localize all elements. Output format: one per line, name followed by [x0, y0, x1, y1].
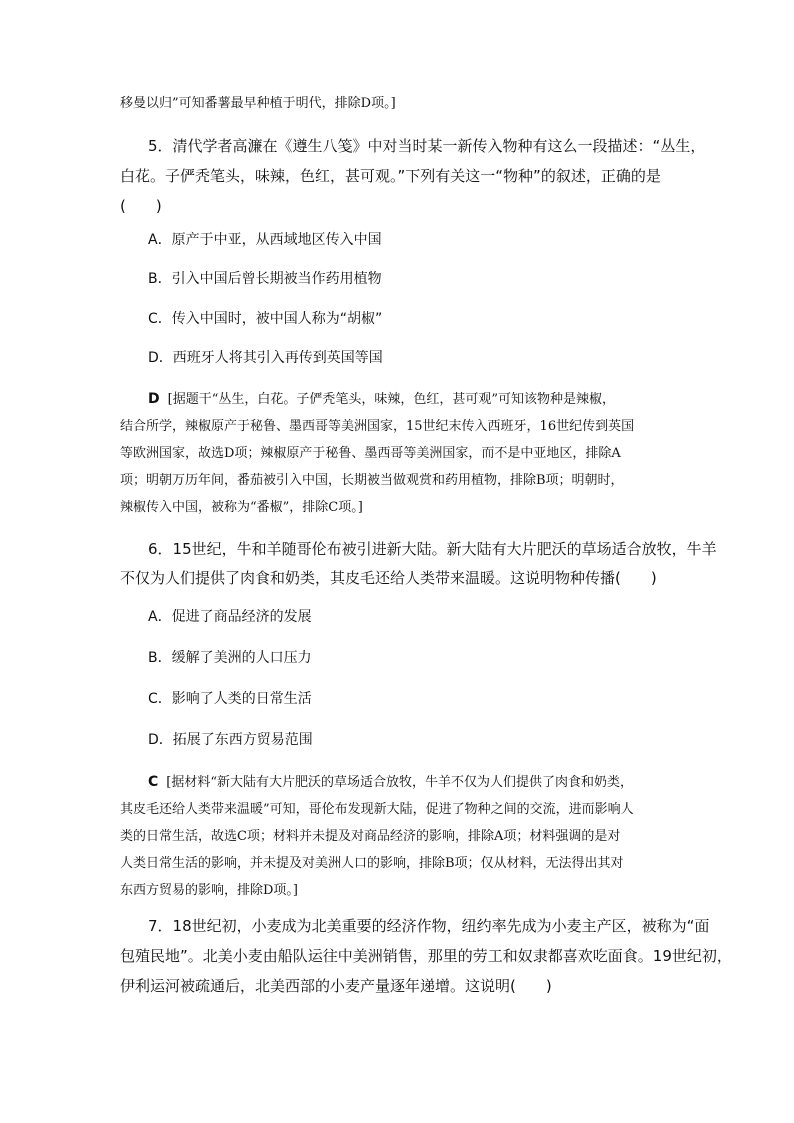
- explanation-line: [据题干“丛生，白花。子俨秃笔头，味辣，色红，甚可观”可知该物种是辣椒，: [167, 392, 615, 407]
- question-stem-line: 包殖民地”。北美小麦由船队运往中美洲销售，那里的劳工和奴隶都喜欢吃面食。19世纪初，: [120, 947, 732, 965]
- question-stem-line: 5．清代学者高濂在《遵生八笺》中对当时某一新传入物种有这么一段描述：“丛生，: [148, 137, 706, 155]
- question-7-stem: [120, 911, 732, 1001]
- question-6-option-a[interactable]: A．促进了商品经济的发展: [148, 609, 312, 625]
- explanation-line: 其皮毛还给人类带来温暖”可知，哥伦布发现新大陆，促进了物种之间的交流，进而影响人: [120, 802, 634, 817]
- question-5-option-b[interactable]: B．引入中国后曾长期被当作药用植物: [148, 271, 382, 287]
- question-5-explanation: [120, 386, 680, 521]
- explanation-line: 东西方贸易的影响，排除D项。]: [120, 883, 298, 898]
- explanation-line: 人类日常生活的影响，并未提及对美洲人口的影响，排除B项；仅从材料，无法得出其对: [120, 856, 624, 871]
- question-stem-line: 7．18世纪初，小麦成为北美重要的经济作物，纽约率先成为小麦主产区，被称为“面: [148, 917, 710, 935]
- question-6-option-d[interactable]: D．拓展了东西方贸易范围: [148, 732, 313, 748]
- explanation-line: 移曼以归”可知番薯最早种植于明代，排除D项。]: [120, 96, 396, 111]
- answer-letter: D: [148, 391, 160, 407]
- question-6-option-b[interactable]: B．缓解了美洲的人口压力: [148, 650, 312, 666]
- explanation-line: 等欧洲国家，故选D项；辣椒原产于秘鲁、墨西哥等美洲国家，而不是中亚地区，排除A: [120, 446, 621, 461]
- question-stem-line: 白花。子俨秃笔头，味辣，色红，甚可观。”下列有关这一“物种”的叙述，正确的是: [120, 167, 661, 185]
- question-6-explanation: [120, 769, 680, 904]
- question-stem-line: 伊利运河被疏通后，北美西部的小麦产量逐年递增。这说明( ): [120, 977, 552, 995]
- question-6-stem: [120, 535, 717, 593]
- explanation-line: 类的日常生活，故选C项；材料并未提及对商品经济的影响，排除A项；材料强调的是对: [120, 829, 621, 844]
- explanation-line: [据材料“新大陆有大片肥沃的草场适合放牧，牛羊不仅为人们提供了肉食和奶类，: [166, 775, 633, 790]
- explanation-line: 项；明朝万历年间，番茄被引入中国，长期被当做观赏和药用植物，排除B项；明朝时，: [120, 473, 624, 488]
- q4-explanation-tail: [120, 90, 680, 117]
- question-5-option-a[interactable]: A．原产于中亚，从西域地区传入中国: [148, 232, 382, 248]
- question-5-option-d[interactable]: D．西班牙人将其引入再传到英国等国: [148, 350, 383, 366]
- answer-letter: C: [148, 774, 159, 790]
- question-6-option-c[interactable]: C．影响了人类的日常生活: [148, 691, 312, 707]
- question-stem-line: 不仅为人们提供了肉食和奶类，其皮毛还给人类带来温暖。这说明物种传播( ): [120, 569, 657, 587]
- explanation-line: 结合所学，辣椒原产于秘鲁、墨西哥等美洲国家，15世纪末传入西班牙，16世纪传到英国: [120, 419, 635, 434]
- question-5-stem: [120, 131, 706, 221]
- explanation-line: 辣椒传入中国，被称为“番椒”，排除C项。]: [120, 500, 363, 515]
- question-stem-line: ( ): [120, 197, 162, 215]
- question-stem-line: 6．15世纪，牛和羊随哥伦布被引进新大陆。新大陆有大片肥沃的草场适合放牧，牛羊: [148, 540, 717, 558]
- question-5-option-c[interactable]: C．传入中国时，被中国人称为“胡椒”: [148, 311, 383, 327]
